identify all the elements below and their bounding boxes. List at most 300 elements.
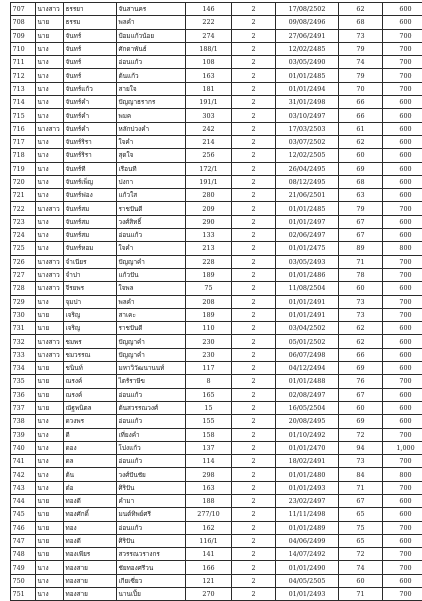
birth-date-cell: 23/02/2497: [276, 494, 339, 507]
last-name-cell: เกียเซี่ยว: [117, 574, 186, 587]
table-row: [11, 494, 422, 507]
first-name-cell: จันทร์: [64, 69, 117, 82]
name-title-cell: นาง: [36, 162, 64, 175]
last-name-cell: หลักบ่วงคำ: [117, 122, 186, 135]
row-number-cell: 747: [11, 534, 36, 547]
table-row: [11, 481, 422, 494]
row-number-cell: 729: [11, 295, 36, 308]
name-title-cell: นาง: [36, 455, 64, 468]
house-number-cell: 208: [186, 295, 232, 308]
table-row: [11, 401, 422, 414]
row-number-cell: 745: [11, 508, 36, 521]
house-number-cell: 191/1: [186, 175, 232, 188]
table-row: [11, 574, 422, 587]
age-cell: 73: [339, 455, 383, 468]
first-name-cell: จันทร์ฟอง: [64, 189, 117, 202]
village-number-cell: 2: [232, 282, 276, 295]
allowance-amount-cell: 600: [383, 401, 422, 414]
first-name-cell: ณรงค์: [64, 375, 117, 388]
row-number-cell: 742: [11, 468, 36, 481]
age-cell: 62: [339, 3, 383, 16]
table-row: [11, 255, 422, 268]
age-cell: 66: [339, 348, 383, 361]
house-number-cell: 117: [186, 362, 232, 375]
house-number-cell: 214: [186, 135, 232, 148]
name-title-cell: นาง: [36, 295, 64, 308]
table-row: [11, 109, 422, 122]
birth-date-cell: 12/02/2485: [276, 42, 339, 55]
first-name-cell: จันทร์ที: [64, 162, 117, 175]
birth-date-cell: 01/01/2488: [276, 375, 339, 388]
age-cell: 69: [339, 415, 383, 428]
first-name-cell: จันทร์คำ: [64, 122, 117, 135]
house-number-cell: 137: [186, 441, 232, 454]
table-row: [11, 282, 422, 295]
name-title-cell: นาย: [36, 16, 64, 29]
row-number-cell: 746: [11, 521, 36, 534]
table-body: [11, 3, 422, 601]
first-name-cell: จันทร์สม: [64, 229, 117, 242]
age-cell: 66: [339, 109, 383, 122]
birth-date-cell: 01/01/2489: [276, 521, 339, 534]
house-number-cell: 172/1: [186, 162, 232, 175]
village-number-cell: 2: [232, 548, 276, 561]
village-number-cell: 2: [232, 415, 276, 428]
last-name-cell: โปงแก้ว: [117, 441, 186, 454]
first-name-cell: ทอง: [64, 521, 117, 534]
first-name-cell: จีรยพร: [64, 282, 117, 295]
last-name-cell: มหาวิวัฒนานนท์: [117, 362, 186, 375]
row-number-cell: 744: [11, 494, 36, 507]
first-name-cell: จันทร์แก้ว: [64, 82, 117, 95]
row-number-cell: 743: [11, 481, 36, 494]
allowance-amount-cell: 600: [383, 122, 422, 135]
birth-date-cell: 21/06/2501: [276, 189, 339, 202]
name-title-cell: นาง: [36, 588, 64, 601]
age-cell: 69: [339, 362, 383, 375]
age-cell: 69: [339, 162, 383, 175]
allowance-amount-cell: 800: [383, 242, 422, 255]
allowance-amount-cell: 700: [383, 268, 422, 281]
house-number-cell: 114: [186, 455, 232, 468]
house-number-cell: 280: [186, 189, 232, 202]
last-name-cell: สาเคะ: [117, 308, 186, 321]
village-number-cell: 2: [232, 215, 276, 228]
village-number-cell: 2: [232, 268, 276, 281]
house-number-cell: 110: [186, 322, 232, 335]
age-cell: 79: [339, 42, 383, 55]
age-cell: 60: [339, 401, 383, 414]
last-name-cell: ปัญญาคำ: [117, 255, 186, 268]
house-number-cell: 242: [186, 122, 232, 135]
table-row: [11, 295, 422, 308]
birth-date-cell: 01/01/2497: [276, 215, 339, 228]
first-name-cell: ทองสาย: [64, 574, 117, 587]
birth-date-cell: 01/01/2493: [276, 588, 339, 601]
row-number-cell: 711: [11, 56, 36, 69]
birth-date-cell: 01/01/2486: [276, 268, 339, 281]
last-name-cell: จันสานคร: [117, 3, 186, 16]
birth-date-cell: 01/01/2490: [276, 561, 339, 574]
row-number-cell: 732: [11, 335, 36, 348]
last-name-cell: ใจคำ: [117, 242, 186, 255]
table-row: [11, 82, 422, 95]
elderly-allowance-table: [10, 2, 422, 601]
allowance-amount-cell: 700: [383, 29, 422, 42]
name-title-cell: นาย: [36, 375, 64, 388]
house-number-cell: 188: [186, 494, 232, 507]
table-row: [11, 308, 422, 321]
name-title-cell: นาย: [36, 362, 64, 375]
table-row: [11, 122, 422, 135]
birth-date-cell: 17/08/2502: [276, 3, 339, 16]
name-title-cell: นาย: [36, 548, 64, 561]
village-number-cell: 2: [232, 588, 276, 601]
birth-date-cell: 01/01/2491: [276, 308, 339, 321]
last-name-cell: เที่ยงคำ: [117, 428, 186, 441]
house-number-cell: 303: [186, 109, 232, 122]
village-number-cell: 2: [232, 242, 276, 255]
house-number-cell: 270: [186, 588, 232, 601]
table-row: [11, 508, 422, 521]
house-number-cell: 181: [186, 82, 232, 95]
age-cell: 73: [339, 295, 383, 308]
village-number-cell: 2: [232, 96, 276, 109]
birth-date-cell: 01/10/2492: [276, 428, 339, 441]
house-number-cell: 228: [186, 255, 232, 268]
village-number-cell: 2: [232, 56, 276, 69]
row-number-cell: 749: [11, 561, 36, 574]
age-cell: 71: [339, 255, 383, 268]
house-number-cell: 146: [186, 3, 232, 16]
birth-date-cell: 03/07/2502: [276, 135, 339, 148]
row-number-cell: 717: [11, 135, 36, 148]
last-name-cell: มนต์ทิพย์ศรี: [117, 508, 186, 521]
name-title-cell: นางสาว: [36, 202, 64, 215]
birth-date-cell: 01/01/2480: [276, 468, 339, 481]
name-title-cell: นาย: [36, 534, 64, 547]
birth-date-cell: 17/03/2503: [276, 122, 339, 135]
age-cell: 60: [339, 574, 383, 587]
table-row: [11, 428, 422, 441]
first-name-cell: จันทร์หอม: [64, 242, 117, 255]
first-name-cell: จันทร์: [64, 56, 117, 69]
village-number-cell: 2: [232, 348, 276, 361]
allowance-amount-cell: 600: [383, 322, 422, 335]
name-title-cell: นาย: [36, 401, 64, 414]
birth-date-cell: 12/02/2505: [276, 149, 339, 162]
row-number-cell: 748: [11, 548, 36, 561]
name-title-cell: นาง: [36, 135, 64, 148]
allowance-amount-cell: 600: [383, 574, 422, 587]
village-number-cell: 2: [232, 69, 276, 82]
name-title-cell: นาง: [36, 415, 64, 428]
allowance-amount-cell: 600: [383, 149, 422, 162]
table-row: [11, 175, 422, 188]
table-row: [11, 441, 422, 454]
first-name-cell: ทองสาย: [64, 588, 117, 601]
age-cell: 66: [339, 96, 383, 109]
birth-date-cell: 01/01/2494: [276, 82, 339, 95]
last-name-cell: อ่อนแก้ว: [117, 455, 186, 468]
village-number-cell: 2: [232, 229, 276, 242]
table-row: [11, 388, 422, 401]
row-number-cell: 709: [11, 29, 36, 42]
age-cell: 76: [339, 375, 383, 388]
allowance-amount-cell: 600: [383, 16, 422, 29]
name-title-cell: นาง: [36, 42, 64, 55]
first-name-cell: จันทร์สม: [64, 215, 117, 228]
row-number-cell: 736: [11, 388, 36, 401]
house-number-cell: 116/1: [186, 534, 232, 547]
age-cell: 71: [339, 481, 383, 494]
row-number-cell: 737: [11, 401, 36, 414]
allowance-amount-cell: 600: [383, 494, 422, 507]
table-row: [11, 96, 422, 109]
first-name-cell: เจริญ: [64, 308, 117, 321]
first-name-cell: ดอง: [64, 441, 117, 454]
row-number-cell: 750: [11, 574, 36, 587]
allowance-amount-cell: 600: [383, 362, 422, 375]
last-name-cell: ป้อมแก้วน้อย: [117, 29, 186, 42]
name-title-cell: นาง: [36, 189, 64, 202]
table-row: [11, 588, 422, 601]
row-number-cell: 722: [11, 202, 36, 215]
name-title-cell: นาง: [36, 242, 64, 255]
table-row: [11, 561, 422, 574]
last-name-cell: อ่อนแก้ว: [117, 388, 186, 401]
allowance-amount-cell: 700: [383, 42, 422, 55]
village-number-cell: 2: [232, 401, 276, 414]
last-name-cell: ศิริปัน: [117, 481, 186, 494]
last-name-cell: พลคำ: [117, 16, 186, 29]
first-name-cell: จันทร์ริรา: [64, 135, 117, 148]
allowance-amount-cell: 700: [383, 255, 422, 268]
birth-date-cell: 31/01/2498: [276, 96, 339, 109]
age-cell: 79: [339, 69, 383, 82]
house-number-cell: 141: [186, 548, 232, 561]
age-cell: 65: [339, 508, 383, 521]
allowance-amount-cell: 600: [383, 96, 422, 109]
name-title-cell: นาง: [36, 428, 64, 441]
birth-date-cell: 11/08/2504: [276, 282, 339, 295]
house-number-cell: 121: [186, 574, 232, 587]
birth-date-cell: 11/11/2498: [276, 508, 339, 521]
last-name-cell: นานเปิ้ย: [117, 588, 186, 601]
house-number-cell: 8: [186, 375, 232, 388]
village-number-cell: 2: [232, 468, 276, 481]
table-row: [11, 56, 422, 69]
first-name-cell: ดวงพร: [64, 415, 117, 428]
age-cell: 74: [339, 561, 383, 574]
birth-date-cell: 01/01/2475: [276, 242, 339, 255]
village-number-cell: 2: [232, 362, 276, 375]
village-number-cell: 2: [232, 508, 276, 521]
village-number-cell: 2: [232, 16, 276, 29]
table-row: [11, 135, 422, 148]
village-number-cell: 2: [232, 574, 276, 587]
village-number-cell: 2: [232, 3, 276, 16]
house-number-cell: 189: [186, 268, 232, 281]
allowance-amount-cell: 600: [383, 3, 422, 16]
row-number-cell: 716: [11, 122, 36, 135]
birth-date-cell: 08/12/2495: [276, 175, 339, 188]
table-row: [11, 268, 422, 281]
first-name-cell: ต้น: [64, 468, 117, 481]
village-number-cell: 2: [232, 42, 276, 55]
age-cell: 67: [339, 494, 383, 507]
age-cell: 70: [339, 82, 383, 95]
name-title-cell: นาย: [36, 508, 64, 521]
village-number-cell: 2: [232, 534, 276, 547]
house-number-cell: 209: [186, 202, 232, 215]
allowance-amount-cell: 700: [383, 481, 422, 494]
first-name-cell: ธรรยา: [64, 3, 117, 16]
row-number-cell: 741: [11, 455, 36, 468]
first-name-cell: จันทร์: [64, 42, 117, 55]
house-number-cell: 298: [186, 468, 232, 481]
age-cell: 61: [339, 122, 383, 135]
last-name-cell: อ่อนแก้ว: [117, 56, 186, 69]
allowance-amount-cell: 600: [383, 282, 422, 295]
first-name-cell: ต๋อ: [64, 481, 117, 494]
first-name-cell: จันทร์คำ: [64, 96, 117, 109]
age-cell: 73: [339, 308, 383, 321]
birth-date-cell: 04/06/2499: [276, 534, 339, 547]
house-number-cell: 290: [186, 215, 232, 228]
last-name-cell: สวรรณวรางกร: [117, 548, 186, 561]
last-name-cell: ชัยทองศรีวน: [117, 561, 186, 574]
house-number-cell: 133: [186, 229, 232, 242]
table-row: [11, 534, 422, 547]
row-number-cell: 712: [11, 69, 36, 82]
row-number-cell: 738: [11, 415, 36, 428]
age-cell: 72: [339, 428, 383, 441]
age-cell: 89: [339, 242, 383, 255]
row-number-cell: 725: [11, 242, 36, 255]
table-row: [11, 455, 422, 468]
village-number-cell: 2: [232, 455, 276, 468]
village-number-cell: 2: [232, 295, 276, 308]
name-title-cell: นางสาว: [36, 268, 64, 281]
name-title-cell: นาย: [36, 521, 64, 534]
first-name-cell: ทองดี: [64, 534, 117, 547]
age-cell: 84: [339, 468, 383, 481]
house-number-cell: 189: [186, 308, 232, 321]
first-name-cell: ทองสาย: [64, 561, 117, 574]
allowance-amount-cell: 700: [383, 588, 422, 601]
age-cell: 60: [339, 149, 383, 162]
village-number-cell: 2: [232, 82, 276, 95]
age-cell: 62: [339, 322, 383, 335]
allowance-amount-cell: 800: [383, 468, 422, 481]
first-name-cell: ธรรม: [64, 16, 117, 29]
table-row: [11, 229, 422, 242]
village-number-cell: 2: [232, 388, 276, 401]
name-title-cell: นาง: [36, 175, 64, 188]
birth-date-cell: 03/05/2490: [276, 56, 339, 69]
age-cell: 60: [339, 282, 383, 295]
house-number-cell: 108: [186, 56, 232, 69]
name-title-cell: นาย: [36, 494, 64, 507]
birth-date-cell: 05/01/2502: [276, 335, 339, 348]
row-number-cell: 714: [11, 96, 36, 109]
village-number-cell: 2: [232, 202, 276, 215]
last-name-cell: ศักดาพันธ์: [117, 42, 186, 55]
last-name-cell: ราชปันดี: [117, 202, 186, 215]
birth-date-cell: 18/02/2491: [276, 455, 339, 468]
allowance-amount-cell: 700: [383, 308, 422, 321]
village-number-cell: 2: [232, 162, 276, 175]
allowance-amount-cell: 600: [383, 508, 422, 521]
birth-date-cell: 27/06/2491: [276, 29, 339, 42]
table-row: [11, 548, 422, 561]
house-number-cell: 15: [186, 401, 232, 414]
age-cell: 71: [339, 588, 383, 601]
age-cell: 73: [339, 29, 383, 42]
table-row: [11, 149, 422, 162]
name-title-cell: นาง: [36, 56, 64, 69]
table-row: [11, 162, 422, 175]
age-cell: 74: [339, 56, 383, 69]
house-number-cell: 163: [186, 69, 232, 82]
name-title-cell: นาง: [36, 69, 64, 82]
table-row: [11, 242, 422, 255]
village-number-cell: 2: [232, 441, 276, 454]
last-name-cell: อ่อนแก้ว: [117, 521, 186, 534]
table-row: [11, 29, 422, 42]
last-name-cell: คำมา: [117, 494, 186, 507]
last-name-cell: ใจพล: [117, 282, 186, 295]
table-row: [11, 348, 422, 361]
house-number-cell: 166: [186, 561, 232, 574]
row-number-cell: 708: [11, 16, 36, 29]
age-cell: 62: [339, 135, 383, 148]
age-cell: 68: [339, 16, 383, 29]
last-name-cell: ศิริปัน: [117, 534, 186, 547]
allowance-amount-cell: 700: [383, 375, 422, 388]
name-title-cell: นาย: [36, 29, 64, 42]
house-number-cell: 274: [186, 29, 232, 42]
row-number-cell: 720: [11, 175, 36, 188]
village-number-cell: 2: [232, 428, 276, 441]
allowance-amount-cell: 600: [383, 415, 422, 428]
village-number-cell: 2: [232, 122, 276, 135]
birth-date-cell: 01/01/2493: [276, 481, 339, 494]
village-number-cell: 2: [232, 335, 276, 348]
last-name-cell: สุดใจ: [117, 149, 186, 162]
first-name-cell: ทองเพียร: [64, 548, 117, 561]
birth-date-cell: 20/08/2495: [276, 415, 339, 428]
last-name-cell: อ่อนแก้ว: [117, 229, 186, 242]
name-title-cell: นาง: [36, 468, 64, 481]
row-number-cell: 733: [11, 348, 36, 361]
row-number-cell: 751: [11, 588, 36, 601]
allowance-amount-cell: 700: [383, 548, 422, 561]
birth-date-cell: 02/06/2497: [276, 229, 339, 242]
age-cell: 72: [339, 548, 383, 561]
first-name-cell: จำปา: [64, 268, 117, 281]
name-title-cell: นาง: [36, 96, 64, 109]
birth-date-cell: 01/01/2491: [276, 295, 339, 308]
name-title-cell: นางสาว: [36, 122, 64, 135]
row-number-cell: 719: [11, 162, 36, 175]
house-number-cell: 158: [186, 428, 232, 441]
table-row: [11, 362, 422, 375]
house-number-cell: 277/10: [186, 508, 232, 521]
house-number-cell: 162: [186, 521, 232, 534]
first-name-cell: ทองศักดิ์: [64, 508, 117, 521]
